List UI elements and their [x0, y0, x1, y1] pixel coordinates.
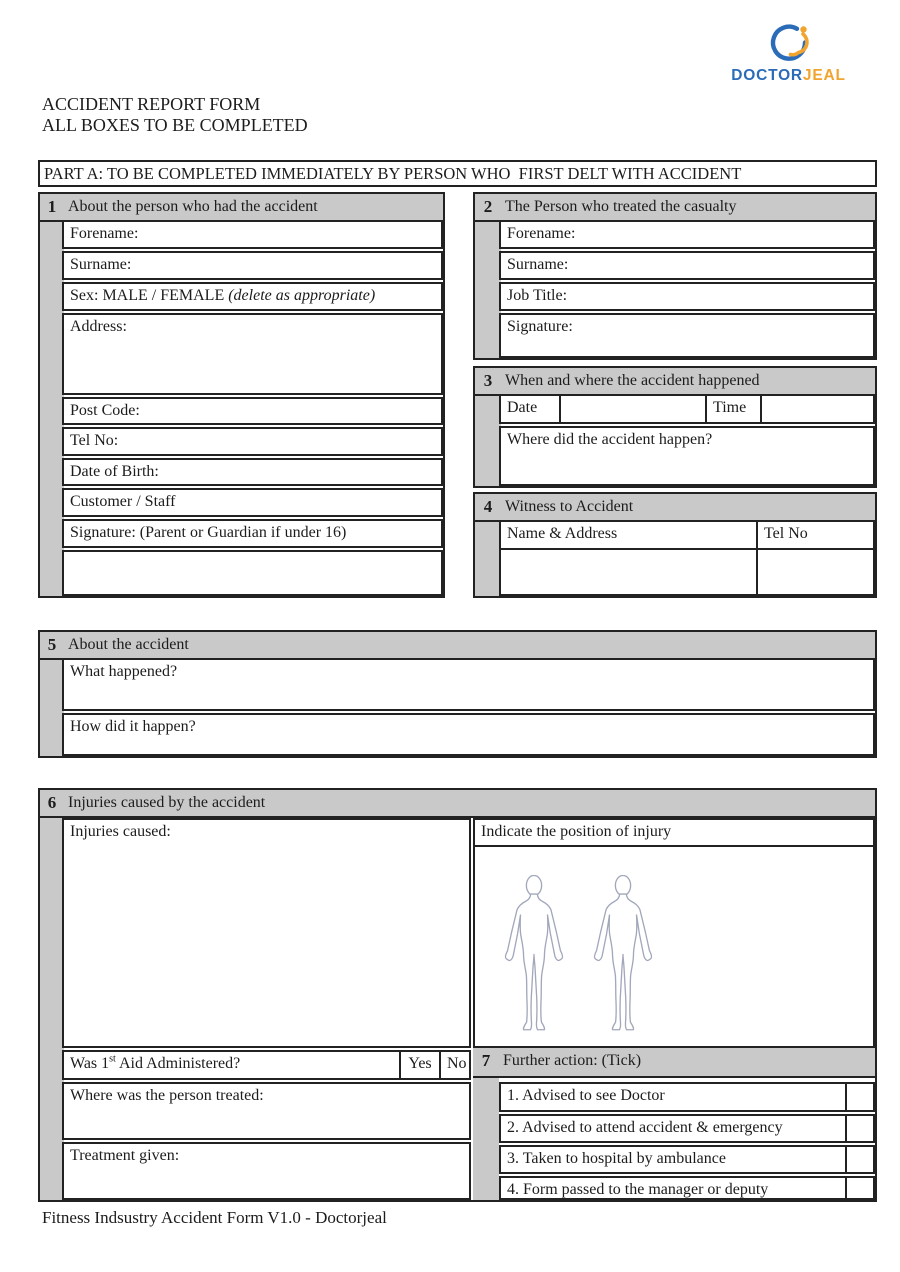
- further-action-item-1: 1. Advised to see Doctor: [499, 1082, 847, 1112]
- date-input-cell[interactable]: [559, 394, 707, 424]
- signature-write-area[interactable]: [62, 550, 443, 596]
- body-front-figure: [494, 875, 574, 1035]
- witness-name-address-input-cell[interactable]: [499, 548, 758, 596]
- tick-box-3[interactable]: [845, 1145, 875, 1174]
- body-figures: [481, 849, 867, 1035]
- tick-box-1[interactable]: [845, 1082, 875, 1112]
- section-5: [38, 630, 877, 758]
- further-action-item-4: 4. Form passed to the manager or deputy: [499, 1176, 847, 1200]
- part-a-header: PART A: TO BE COMPLETED IMMEDIATELY BY PERSON WHO FIRST DELT WITH ACCIDENT: [38, 160, 877, 187]
- first-aid-q-post: Aid Administered?: [115, 1055, 241, 1072]
- forename-field[interactable]: Forename:: [62, 220, 443, 249]
- sex-label: Sex: MALE / FEMALE: [70, 287, 229, 304]
- first-aid-q-sup: st: [109, 1053, 116, 1065]
- signature-label-field[interactable]: Signature: (Parent or Guardian if under 16): [62, 519, 443, 548]
- treater-forename-field[interactable]: Forename:: [499, 220, 875, 249]
- date-label-cell: Date: [499, 394, 561, 424]
- section-3-number: 3: [483, 371, 493, 390]
- witness-name-address-header-cell: Name & Address: [499, 520, 758, 550]
- first-aid-question-cell: [62, 1050, 401, 1080]
- what-happened-field[interactable]: What happened?: [62, 658, 875, 711]
- section-7-title: Further action: (Tick): [503, 1052, 642, 1069]
- section-3-title: When and where the accident happened: [505, 372, 760, 389]
- section-5-title: About the accident: [68, 636, 189, 653]
- footer-text: Fitness Indsustry Accident Form V1.0 - Doctorjeal: [42, 1208, 387, 1227]
- brand-doctor: DOCTOR: [731, 67, 803, 84]
- customer-staff-field[interactable]: Customer / Staff: [62, 488, 443, 517]
- tick-box-2[interactable]: [845, 1114, 875, 1143]
- further-action-item-2: 2. Advised to attend accident & emergency: [499, 1114, 847, 1143]
- section-6-title: Injuries caused by the accident: [68, 794, 266, 811]
- postcode-field[interactable]: Post Code:: [62, 397, 443, 425]
- section-1-title: About the person who had the accident: [68, 198, 318, 215]
- time-input-cell[interactable]: [760, 394, 875, 424]
- treater-job-title-field[interactable]: Job Title:: [499, 282, 875, 311]
- first-aid-q-pre: Was 1: [70, 1055, 110, 1072]
- surname-field[interactable]: Surname:: [62, 251, 443, 280]
- further-action-item-3: 3. Taken to hospital by ambulance: [499, 1145, 847, 1174]
- injury-position-header-cell: Indicate the position of injury: [473, 818, 875, 847]
- treatment-given-field[interactable]: Treatment given:: [62, 1142, 471, 1200]
- section-2: [473, 192, 877, 360]
- section-6: [38, 788, 877, 1202]
- first-aid-no-cell[interactable]: No: [439, 1050, 471, 1080]
- brand-text: [706, 67, 871, 85]
- section-2-title: The Person who treated the casualty: [505, 198, 737, 215]
- section-1: [38, 192, 445, 598]
- dob-field[interactable]: Date of Birth:: [62, 458, 443, 486]
- doctorjeal-logo: [706, 22, 871, 85]
- telno-field[interactable]: Tel No:: [62, 427, 443, 456]
- section-4-title: Witness to Accident: [505, 498, 634, 515]
- time-label-cell: Time: [705, 394, 762, 424]
- section-4: [473, 492, 877, 598]
- brand-jeal: JEAL: [802, 67, 846, 84]
- section-1-number-strip: [40, 194, 64, 596]
- tick-box-4[interactable]: [845, 1176, 875, 1200]
- witness-telno-input-cell[interactable]: [756, 548, 875, 596]
- address-field[interactable]: Address:: [62, 313, 443, 395]
- section-2-number: 2: [483, 197, 493, 216]
- how-happened-field[interactable]: How did it happen?: [62, 713, 875, 756]
- treater-signature-field[interactable]: Signature:: [499, 313, 875, 358]
- section-5-number: 5: [47, 635, 57, 654]
- doctorjeal-mark-icon: [767, 22, 811, 66]
- where-happened-field[interactable]: Where did the accident happen?: [499, 426, 875, 486]
- sex-note: (delete as appropriate): [228, 287, 376, 304]
- section-3: [473, 366, 877, 488]
- section-7-number: 7: [481, 1051, 491, 1070]
- section-4-number: 4: [483, 497, 493, 516]
- sex-field[interactable]: [62, 282, 443, 311]
- injuries-caused-field[interactable]: Injuries caused:: [62, 818, 471, 1048]
- section-6-number-strip: [40, 790, 64, 1200]
- form-title-line2: ALL BOXES TO BE COMPLETED: [42, 115, 308, 135]
- section-6-number: 6: [47, 793, 57, 812]
- body-back-figure: [583, 875, 663, 1035]
- treater-surname-field[interactable]: Surname:: [499, 251, 875, 280]
- injury-position-canvas[interactable]: [473, 845, 875, 1048]
- where-treated-field[interactable]: Where was the person treated:: [62, 1082, 471, 1140]
- witness-telno-header-cell: Tel No: [756, 520, 875, 550]
- first-aid-yes-cell[interactable]: Yes: [399, 1050, 441, 1080]
- section-1-number: 1: [47, 197, 57, 216]
- form-title-line1: ACCIDENT REPORT FORM: [42, 94, 261, 114]
- form-title: [42, 94, 308, 136]
